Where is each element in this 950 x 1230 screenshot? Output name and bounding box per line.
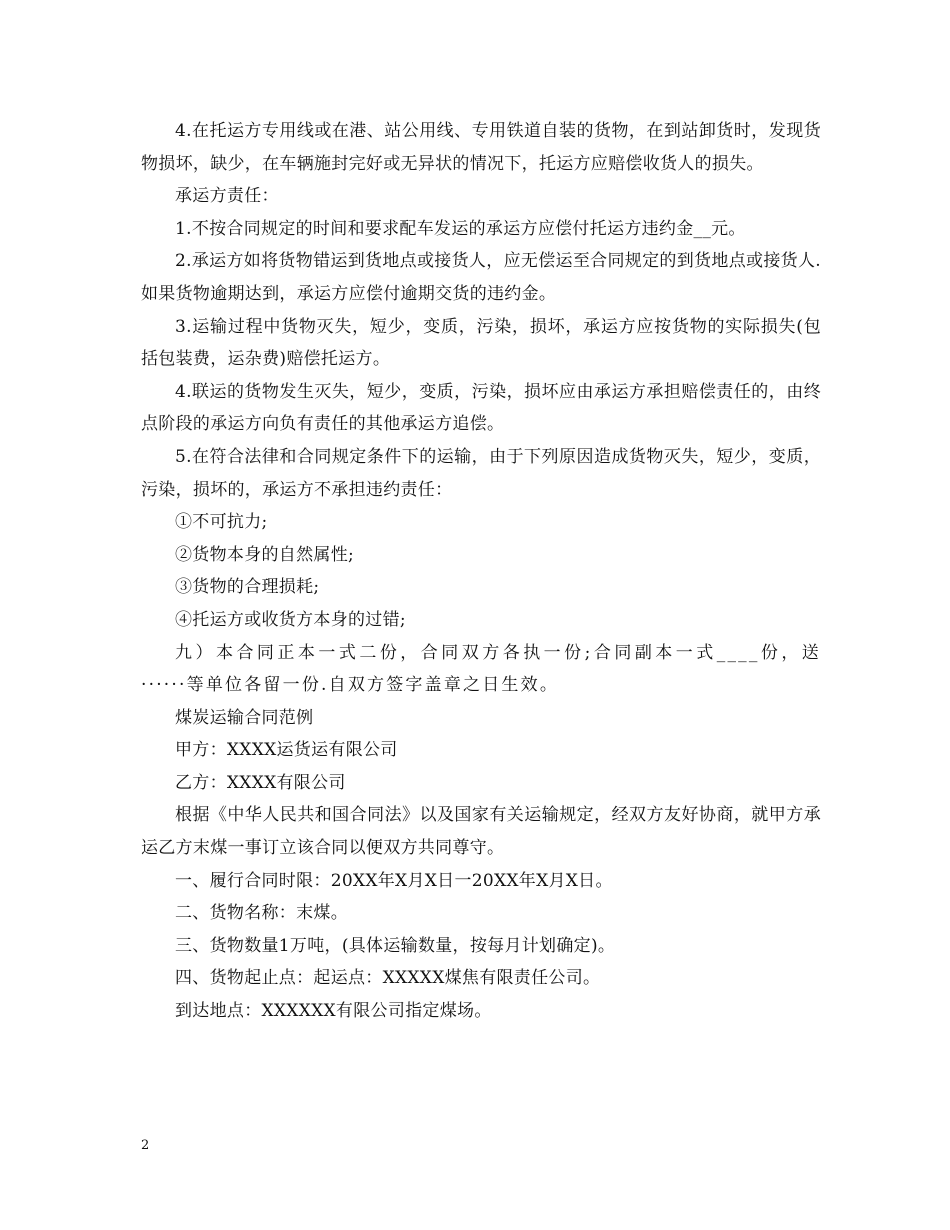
- party-a: 甲方：XXXX运货运有限公司: [175, 740, 398, 761]
- carrier-clause-3: 3.运输过程中货物灭失，短少，变质，污染，损坏，承运方应按货物的实际损失(包括包装费，运杂费)赔偿托运方。: [141, 316, 821, 370]
- term-2-goods-name: 二、货物名称：末煤。: [175, 903, 348, 924]
- party-b: 乙方：XXXX有限公司: [175, 772, 346, 793]
- term-3-quantity: 三、货物数量1万吨，(具体运输数量，按每月计划确定)。: [175, 935, 616, 956]
- exemption-item-4: ④托运方或收货方本身的过错;: [175, 609, 406, 630]
- term-4-origin: 四、货物起止点：起运点：XXXXX煤焦有限责任公司。: [175, 968, 601, 989]
- carrier-clause-2: 2.承运方如将货物错运到货地点或接货人，应无偿运至合同规定的到货地点或接货人.如果货物逾期达到，承运方应偿付逾期交货的违约金。: [141, 251, 821, 304]
- clause-4-shipper-loading: 4.在托运方专用线或在港、站公用线、专用铁道自装的货物，在到站卸货时，发现货物损坏，缺少，在车辆施封完好或无异状的情况下，托运方应赔偿收货人的损失。: [141, 121, 821, 174]
- document-body: [141, 115, 821, 1028]
- carrier-clause-1: 1.不按合同规定的时间和要求配车发运的承运方应偿付托运方违约金__元。: [175, 218, 746, 239]
- term-1-duration: 一、履行合同时限：20XX年X月X日一20XX年X月X日。: [175, 870, 613, 891]
- contract-copies-clause: 九）本合同正本一式二份，合同双方各执一份;合同副本一式____份，送······等单位各留一份.自双方签字盖章之日生效。: [141, 642, 821, 696]
- exemption-item-2: ②货物本身的自然属性;: [175, 544, 355, 565]
- contract-preamble: 根据《中华人民共和国合同法》以及国家有关运输规定，经双方友好协商，就甲方承运乙方末煤一事订立该合同以便双方共同尊守。: [141, 805, 821, 859]
- exemption-item-1: ①不可抗力;: [175, 512, 268, 533]
- page-number: 2: [141, 1138, 150, 1153]
- carrier-clause-4: 4.联运的货物发生灭失，短少，变质，污染，损坏应由承运方承担赔偿责任的，由终点阶段的承运方向负有责任的其他承运方追偿。: [141, 381, 821, 435]
- carrier-clause-5: 5.在符合法律和合同规定条件下的运输，由于下列原因造成货物灭失，短少，变质，污染，损坏的，承运方不承担违约责任：: [141, 446, 821, 500]
- exemption-item-3: ③货物的合理损耗;: [175, 577, 320, 598]
- carrier-responsibility-heading: 承运方责任：: [175, 186, 279, 207]
- term-4-destination: 到达地点：XXXXXX有限公司指定煤场。: [175, 1001, 492, 1022]
- section-title-coal-contract: 煤炭运输合同范例: [175, 707, 314, 728]
